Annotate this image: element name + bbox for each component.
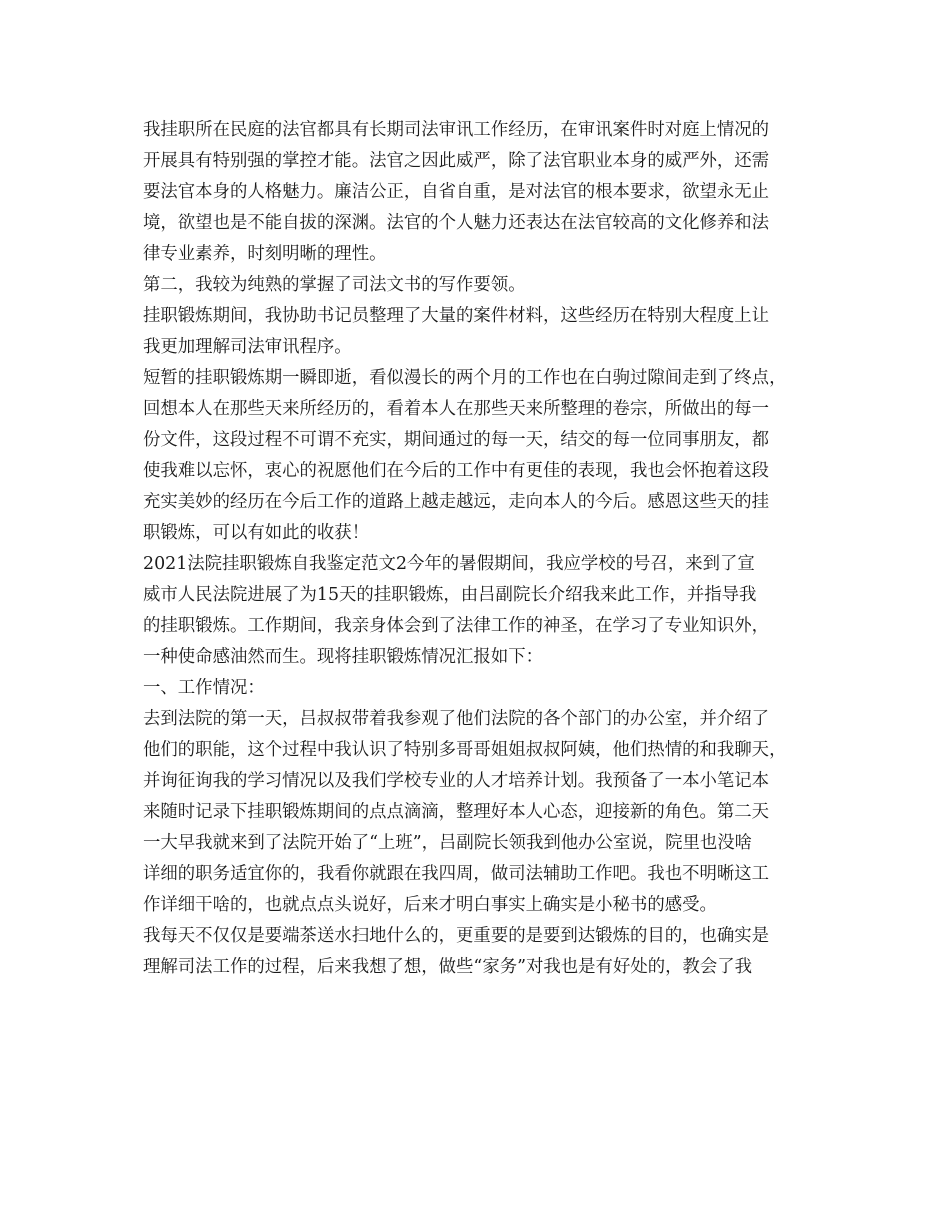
text-line: 并询征询我的学习情况以及我们学校专业的人才培养计划。我预备了一本小笔记本 (143, 771, 770, 791)
section-heading: 一、工作情况： (143, 678, 265, 698)
text-line: 一大早我就来到了法院开始了“上班”，吕副院长领我到他办公室说，院里也没啥 (143, 833, 753, 853)
text-line: 我挂职所在民庭的法官都具有长期司法审讯工作经历，在审讯案件时对庭上情况的 (143, 120, 770, 140)
text-line: 充实美妙的经历在今后工作的道路上越走越远，走向本人的今后。感恩这些天的挂 (143, 492, 770, 512)
text-line: 要法官本身的人格魅力。廉洁公正，自省自重，是对法官的根本要求，欲望永无止 (143, 182, 770, 202)
text-line: 我更加理解司法审讯程序。 (143, 337, 352, 357)
text-line: 短暂的挂职锻炼期一瞬即逝，看似漫长的两个月的工作也在白驹过隙间走到了终点， (143, 368, 787, 388)
text-line: 去到法院的第一天，吕叔叔带着我参观了他们法院的各个部门的办公室，并介绍了 (143, 709, 770, 729)
text-line: 详细的职务适宜你的，我看你就跟在我四周，做司法辅助工作吧。我也不明晰这工 (143, 864, 770, 884)
text-line: 作详细干啥的，也就点点头说好，后来才明白事实上确实是小秘书的感受。 (143, 895, 717, 915)
text-line: 我每天不仅仅是要端茶送水扫地什么的，更重要的是要到达锻炼的目的，也确实是 (143, 926, 770, 946)
text-line: 回想本人在那些天来所经历的，看着本人在那些天来所整理的卷宗，所做出的每一 (143, 399, 770, 419)
text-line: 份文件，这段过程不可谓不充实，期间通过的每一天，结交的每一位同事朋友，都 (143, 430, 770, 450)
text-line: 一种使命感油然而生。现将挂职锻炼情况汇报如下： (143, 647, 543, 667)
text-line: 第二，我较为纯熟的掌握了司法文书的写作要领。 (143, 275, 526, 295)
text-line: 境，欲望也是不能自拔的深渊。法官的个人魅力还表达在法官较高的文化修养和法 (143, 213, 770, 233)
text-line: 来随时记录下挂职锻炼期间的点点滴滴，整理好本人心态，迎接新的角色。第二天 (143, 802, 770, 822)
text-line: 理解司法工作的过程，后来我想了想，做些“家务”对我也是有好处的，教会了我 (143, 957, 753, 977)
text-line: 使我难以忘怀，衷心的祝愿他们在今后的工作中有更佳的表现，我也会怀抱着这段 (143, 461, 770, 481)
text-line: 开展具有特别强的掌控才能。法官之因此威严，除了法官职业本身的威严外，还需 (143, 151, 770, 171)
text-line: 他们的职能，这个过程中我认识了特别多哥哥姐姐叔叔阿姨，他们热情的和我聊天， (143, 740, 787, 760)
text-line: 的挂职锻炼。工作期间，我亲身体会到了法律工作的神圣，在学习了专业知识外， (143, 616, 770, 636)
text-line: 律专业素养，时刻明晰的理性。 (143, 244, 387, 264)
document-body (143, 115, 843, 983)
text-line: 威市人民法院进展了为15天的挂职锻炼，由吕副院长介绍我来此工作，并指导我 (143, 585, 757, 605)
text-line: 2021法院挂职锻炼自我鉴定范文2今年的暑假期间，我应学校的号召，来到了宣 (143, 554, 755, 574)
text-line: 职锻炼，可以有如此的收获！ (143, 523, 370, 543)
text-line: 挂职锻炼期间，我协助书记员整理了大量的案件材料，这些经历在特别大程度上让 (143, 306, 770, 326)
